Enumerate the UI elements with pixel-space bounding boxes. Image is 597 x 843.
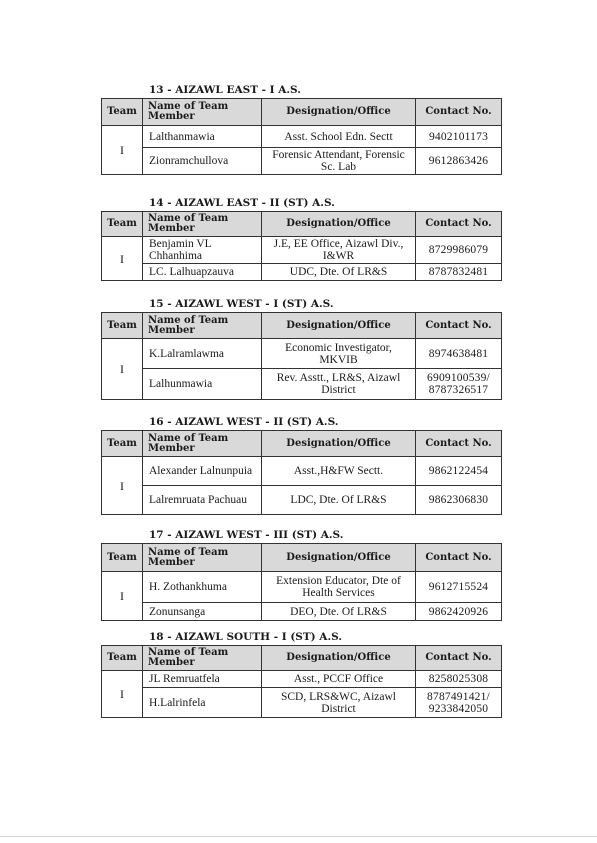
section-title: 16 - AIZAWL WEST - II (ST) A.S. xyxy=(149,416,339,428)
member-name: H.Lalrinfela xyxy=(143,688,262,718)
header-contact: Contact No. xyxy=(416,212,502,237)
team-cell: I xyxy=(102,126,143,175)
section-13 xyxy=(101,82,501,175)
section-title: 13 - AIZAWL EAST - I A.S. xyxy=(149,84,301,96)
header-contact: Contact No. xyxy=(416,544,502,572)
header-contact: Contact No. xyxy=(416,431,502,457)
header-name: Name of Team Member xyxy=(143,544,262,572)
contact-cell: 8974638481 xyxy=(416,339,502,369)
member-name: JL Remruatfela xyxy=(143,671,262,688)
member-name: Lalhunmawia xyxy=(143,369,262,400)
header-contact: Contact No. xyxy=(416,313,502,339)
table-row xyxy=(102,126,502,148)
page-bottom-rule xyxy=(0,836,597,837)
table-row xyxy=(102,671,502,688)
header-designation: Designation/Office xyxy=(262,431,416,457)
header-team: Team xyxy=(102,544,143,572)
table-row xyxy=(102,457,502,486)
table-row xyxy=(102,339,502,369)
header-row xyxy=(102,212,502,237)
section-title: 17 - AIZAWL WEST - III (ST) A.S. xyxy=(149,529,344,541)
header-designation: Designation/Office xyxy=(262,313,416,339)
section-18 xyxy=(101,629,501,718)
member-name: LC. Lalhuapzauva xyxy=(143,264,262,281)
team-table xyxy=(101,312,502,400)
contact-cell: 9862122454 xyxy=(416,457,502,486)
header-team: Team xyxy=(102,212,143,237)
table-row xyxy=(102,264,502,281)
contact-cell: 8787832481 xyxy=(416,264,502,281)
designation-cell: DEO, Dte. Of LR&S xyxy=(262,603,416,621)
header-name: Name of Team Member xyxy=(143,431,262,457)
table-row xyxy=(102,148,502,175)
section-16 xyxy=(101,414,501,515)
team-table xyxy=(101,98,502,175)
member-name: Zonunsanga xyxy=(143,603,262,621)
header-contact: Contact No. xyxy=(416,646,502,671)
member-name: Alexander Lalnunpuia xyxy=(143,457,262,486)
header-team: Team xyxy=(102,646,143,671)
designation-cell: Rev. Asstt., LR&S, Aizawl District xyxy=(262,369,416,400)
team-table xyxy=(101,430,502,515)
header-name: Name of Team Member xyxy=(143,313,262,339)
table-row xyxy=(102,688,502,718)
header-name: Name of Team Member xyxy=(143,646,262,671)
designation-cell: Economic Investigator, MKVIB xyxy=(262,339,416,369)
header-name: Name of Team Member xyxy=(143,99,262,126)
header-row xyxy=(102,99,502,126)
header-designation: Designation/Office xyxy=(262,646,416,671)
member-name: Lalremruata Pachuau xyxy=(143,486,262,515)
table-row xyxy=(102,369,502,400)
header-team: Team xyxy=(102,313,143,339)
team-table xyxy=(101,211,502,281)
header-row xyxy=(102,431,502,457)
header-team: Team xyxy=(102,99,143,126)
contact-cell: 8258025308 xyxy=(416,671,502,688)
table-row xyxy=(102,237,502,264)
table-row xyxy=(102,572,502,603)
team-table xyxy=(101,543,502,621)
team-cell: I xyxy=(102,339,143,400)
header-team: Team xyxy=(102,431,143,457)
designation-cell: Asst. School Edn. Sectt xyxy=(262,126,416,148)
header-row xyxy=(102,313,502,339)
contact-cell: 8787491421/ 9233842050 xyxy=(416,688,502,718)
team-cell: I xyxy=(102,671,143,718)
header-row xyxy=(102,544,502,572)
header-designation: Designation/Office xyxy=(262,99,416,126)
team-cell: I xyxy=(102,237,143,281)
member-name: Benjamin VL Chhanhima xyxy=(143,237,262,264)
contact-cell: 9612715524 xyxy=(416,572,502,603)
member-name: Zionramchullova xyxy=(143,148,262,175)
section-title: 14 - AIZAWL EAST - II (ST) A.S. xyxy=(149,197,335,209)
designation-cell: Asst.,H&FW Sectt. xyxy=(262,457,416,486)
designation-cell: Asst., PCCF Office xyxy=(262,671,416,688)
contact-cell: 9862420926 xyxy=(416,603,502,621)
contact-cell: 8729986079 xyxy=(416,237,502,264)
table-row xyxy=(102,603,502,621)
designation-cell: Forensic Attendant, Forensic Sc. Lab xyxy=(262,148,416,175)
team-table xyxy=(101,645,502,718)
section-title: 15 - AIZAWL WEST - I (ST) A.S. xyxy=(149,298,334,310)
designation-cell: SCD, LRS&WC, Aizawl District xyxy=(262,688,416,718)
contact-cell: 9612863426 xyxy=(416,148,502,175)
header-name: Name of Team Member xyxy=(143,212,262,237)
contact-cell: 9402101173 xyxy=(416,126,502,148)
contact-cell: 6909100539/ 8787326517 xyxy=(416,369,502,400)
section-15 xyxy=(101,296,501,400)
section-17 xyxy=(101,527,501,621)
team-cell: I xyxy=(102,457,143,515)
table-row xyxy=(102,486,502,515)
member-name: H. Zothankhuma xyxy=(143,572,262,603)
section-14 xyxy=(101,195,501,281)
designation-cell: J.E, EE Office, Aizawl Div., I&WR xyxy=(262,237,416,264)
header-designation: Designation/Office xyxy=(262,212,416,237)
team-cell: I xyxy=(102,572,143,621)
header-row xyxy=(102,646,502,671)
member-name: K.Lalramlawma xyxy=(143,339,262,369)
header-designation: Designation/Office xyxy=(262,544,416,572)
contact-cell: 9862306830 xyxy=(416,486,502,515)
section-title: 18 - AIZAWL SOUTH - I (ST) A.S. xyxy=(149,631,342,643)
member-name: Lalthanmawia xyxy=(143,126,262,148)
designation-cell: LDC, Dte. Of LR&S xyxy=(262,486,416,515)
header-contact: Contact No. xyxy=(416,99,502,126)
designation-cell: UDC, Dte. Of LR&S xyxy=(262,264,416,281)
designation-cell: Extension Educator, Dte of Health Services xyxy=(262,572,416,603)
